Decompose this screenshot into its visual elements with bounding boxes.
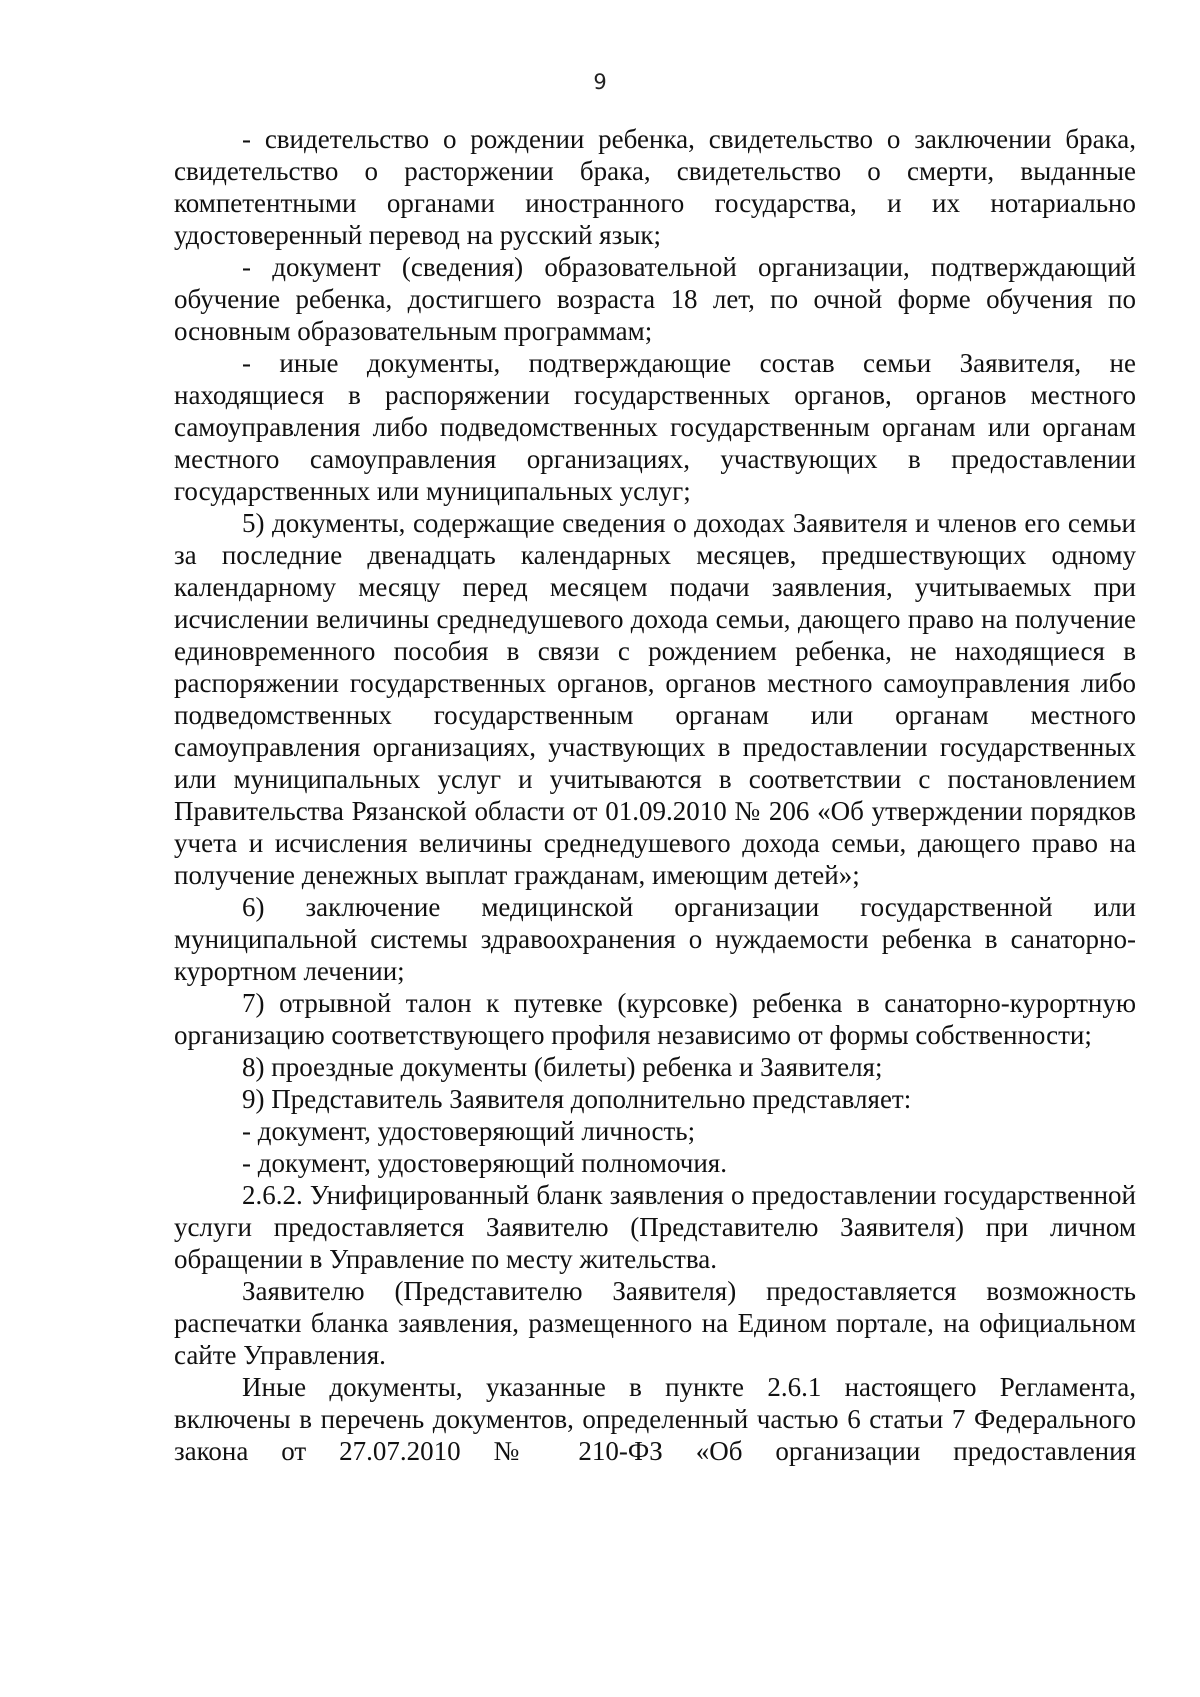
paragraph-income-documents: 5) документы, содержащие сведения о доходах Заявителя и членов его семьи за последние двенадцать календарных месяцев, предшествующих одному календарному месяцу перед месяцем подачи заявления, учитываемых при исчислении величины среднедушевого дохода семьи, дающего право на получение единовременного пособия в связи с рождением ребенка, не находящиеся в распоряжении государственных органов, органов местного самоуправления либо подведомственных государственным органам или органам местного самоуправления организациях, участвующих в предоставлении государственных или муниципальных услуг и учитываются в соответствии с постановлением Правительства Рязанской области от 01.09.2010 № 206 «Об утверждении порядков учета и исчисления величины среднедушевого дохода семьи, дающего право на получение денежных выплат гражданам, имеющим детей»;	[174, 508, 1136, 890]
paragraph-identity-document: - документ, удостоверяющий личность;	[242, 1116, 696, 1146]
document-body	[174, 123, 1136, 1467]
paragraph-representative-documents: 9) Представитель Заявителя дополнительно представляет:	[242, 1084, 912, 1114]
paragraph-family-composition-documents: - иные документы, подтверждающие состав семьи Заявителя, не находящиеся в распоряжении государственных органов, органов местного самоуправления либо подведомственных государственным органам или органам местного самоуправления организациях, участвующих в предоставлении государственных или муниципальных услуг;	[174, 348, 1136, 506]
paragraph-other-documents: Иные документы, указанные в пункте 2.6.1 настоящего Регламента, включены в перечень документов, определенный частью 6 статьи 7 Федерального закона от 27.07.2010 № 210-ФЗ «Об организации предоставления	[174, 1372, 1136, 1466]
paragraph-birth-marriage-certificates: - свидетельство о рождении ребенка, свидетельство о заключении брака, свидетельство о расторжении брака, свидетельство о смерти, выданные компетентными органами иностранного государства, и их нотариально удостоверенный перевод на русский язык;	[174, 124, 1136, 250]
paragraph-authority-document: - документ, удостоверяющий полномочия.	[242, 1148, 727, 1178]
paragraph-print-form-option: Заявителю (Представителю Заявителя) предоставляется возможность распечатки бланка заявления, размещенного на Едином портале, на официальном сайте Управления.	[174, 1276, 1136, 1370]
paragraph-voucher-coupon: 7) отрывной талон к путевке (курсовке) ребенка в санаторно-курортную организацию соответствующего профиля независимо от формы собственности;	[174, 988, 1136, 1050]
paragraph-travel-documents: 8) проездные документы (билеты) ребенка и Заявителя;	[242, 1052, 883, 1082]
paragraph-section-2-6-2: 2.6.2. Унифицированный бланк заявления о предоставлении государственной услуги предоставляется Заявителю (Представителю Заявителя) при личном обращении в Управление по месту жительства.	[174, 1180, 1136, 1274]
page-number: 9	[593, 70, 607, 94]
paragraph-medical-conclusion: 6) заключение медицинской организации государственной или муниципальной системы здравоохранения о нуждаемости ребенка в санаторно-курортном лечении;	[174, 892, 1136, 986]
paragraph-education-document: - документ (сведения) образовательной организации, подтверждающий обучение ребенка, достигшего возраста 18 лет, по очной форме обучения по основным образовательным программам;	[174, 252, 1136, 346]
